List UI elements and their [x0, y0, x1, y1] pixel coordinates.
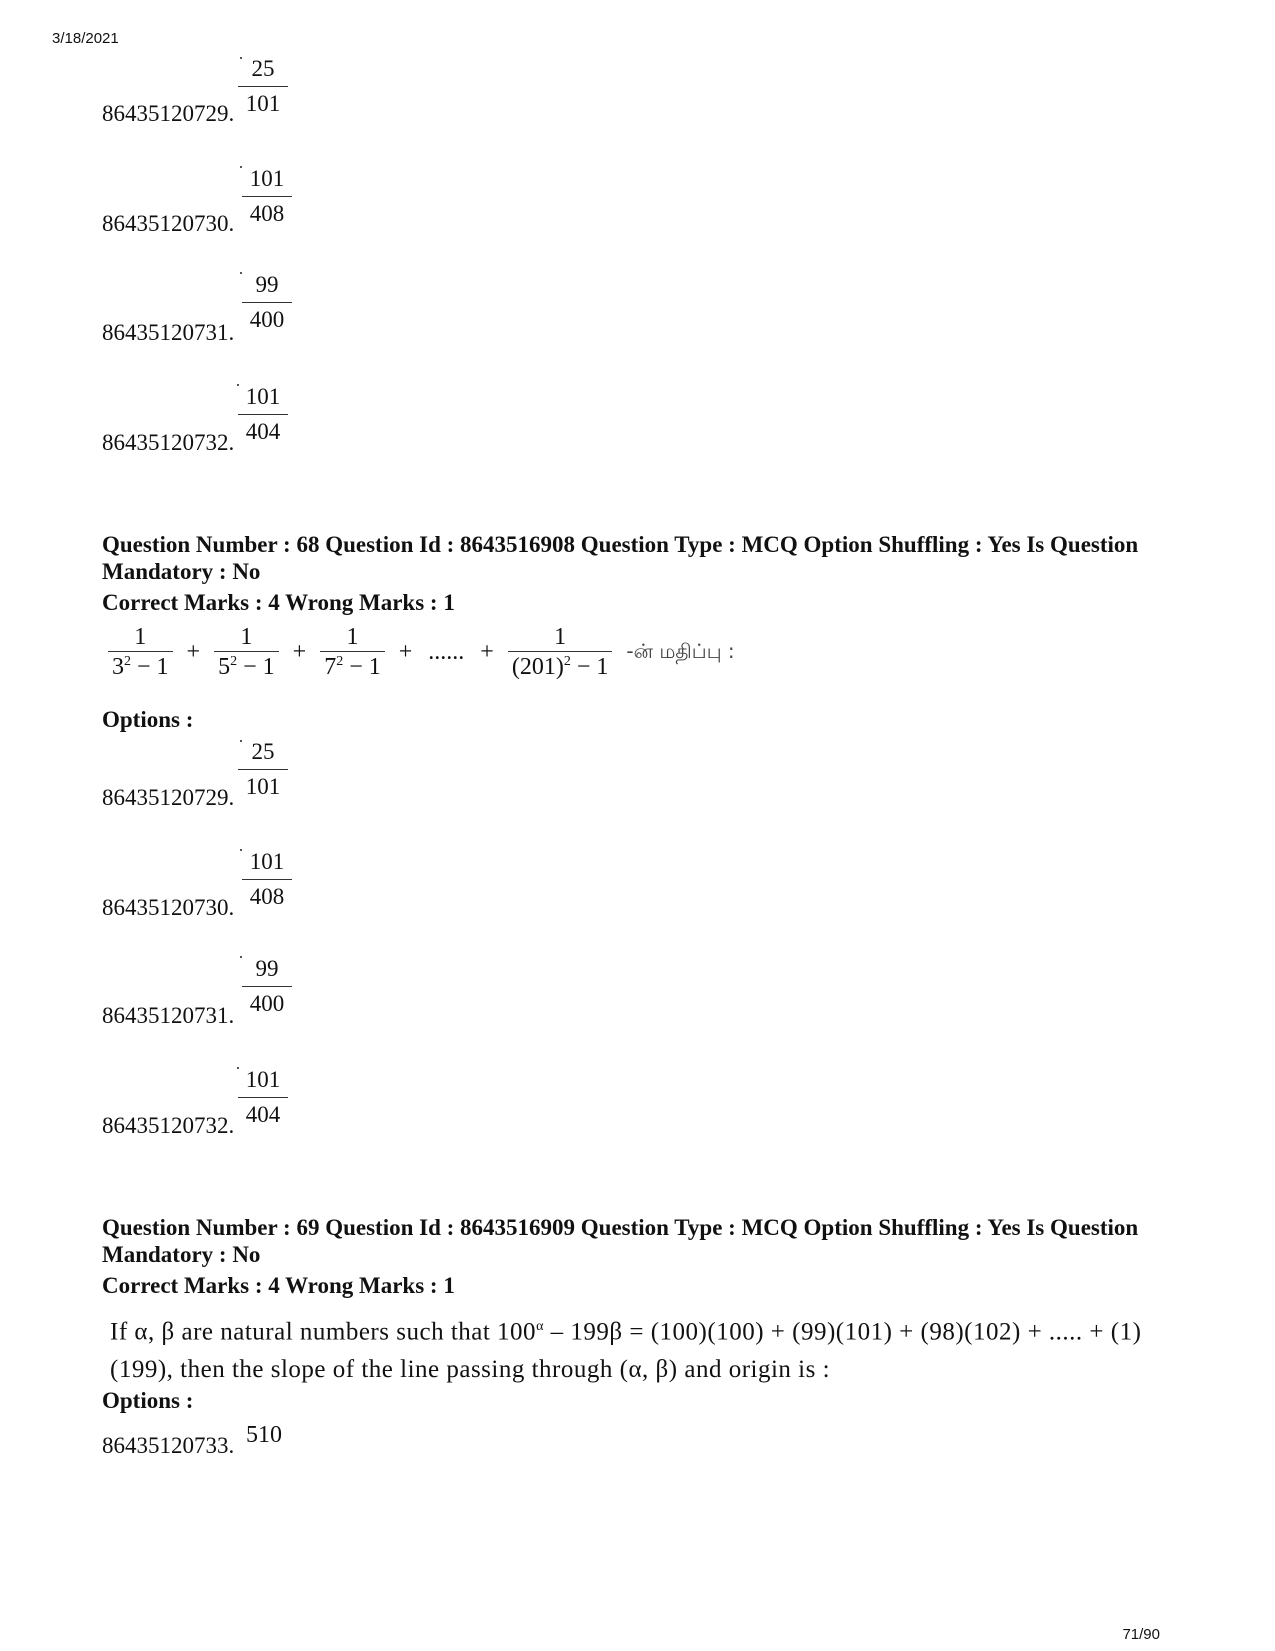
series-term: $\frac{1}{5^2 - 1}$ [214, 624, 279, 681]
question-69-body: If α, β are natural numbers such that $100^\alpha - 199\beta = (100)(100) + (99)(101) + (98)(102)$ + ..... + (1)(199), then the slope of the line passing through (α, β) and origin is : [110, 1318, 1142, 1384]
option-id: 86435120733. [102, 1433, 235, 1458]
option-id: 86435120730. [102, 211, 235, 236]
option-fraction: 101 404 [238, 1065, 288, 1130]
option-value: 510 [246, 1422, 282, 1448]
option-fraction: 99 400 [242, 270, 292, 335]
page-number: 71/90 [1122, 1626, 1160, 1643]
question-68-marks: Correct Marks : 4 Wrong Marks : 1 [102, 590, 455, 615]
option-fraction: 25 101 [238, 737, 288, 802]
options-label: Options : [102, 707, 194, 732]
option-fraction: 99 400 [242, 954, 292, 1019]
option-id: 86435120732. [102, 1113, 235, 1138]
question-69-meta: Question Number : 69 Question Id : 8643516909 Question Type : MCQ Option Shuffling : Yes Is Question Mandatory : No [102, 1215, 1139, 1267]
series-term: $\frac{1}{3^2 - 1}$ [108, 624, 173, 681]
option-id: 86435120731. [102, 320, 235, 345]
series-last-term: $\frac{1}{(201)^2 - 1}$ [508, 624, 613, 681]
option-id: 86435120732. [102, 430, 235, 455]
series-term: $\frac{1}{7^2 - 1}$ [320, 624, 385, 681]
question-68-tail-text: -ன் மதிப்பு : [626, 639, 735, 663]
question-68-body: $\frac{1}{3^2 - 1}$ + $\frac{1}{5^2 - 1}$ + $\frac{1}{7^2 - 1}$ + ...... + $\frac{1}{(201)^2 - 1}$ -ன் மதிப்பு : [102, 624, 743, 681]
option-fraction: 101 408 [242, 847, 292, 912]
option-fraction: 101 404 [238, 382, 288, 447]
question-69-marks: Correct Marks : 4 Wrong Marks : 1 [102, 1273, 455, 1298]
option-id: 86435120730. [102, 895, 235, 920]
option-fraction: 101 408 [242, 164, 292, 229]
series-ellipsis: ...... [428, 639, 465, 665]
option-id: 86435120729. [102, 101, 235, 126]
option-id: 86435120729. [102, 785, 235, 810]
question-68-meta: Question Number : 68 Question Id : 8643516908 Question Type : MCQ Option Shuffling : Yes Is Question Mandatory : No [102, 532, 1139, 584]
print-date: 3/18/2021 [52, 30, 119, 47]
option-fraction: 25 101 [238, 54, 288, 119]
option-id: 86435120731. [102, 1003, 235, 1028]
options-label: Options : [102, 1388, 194, 1413]
